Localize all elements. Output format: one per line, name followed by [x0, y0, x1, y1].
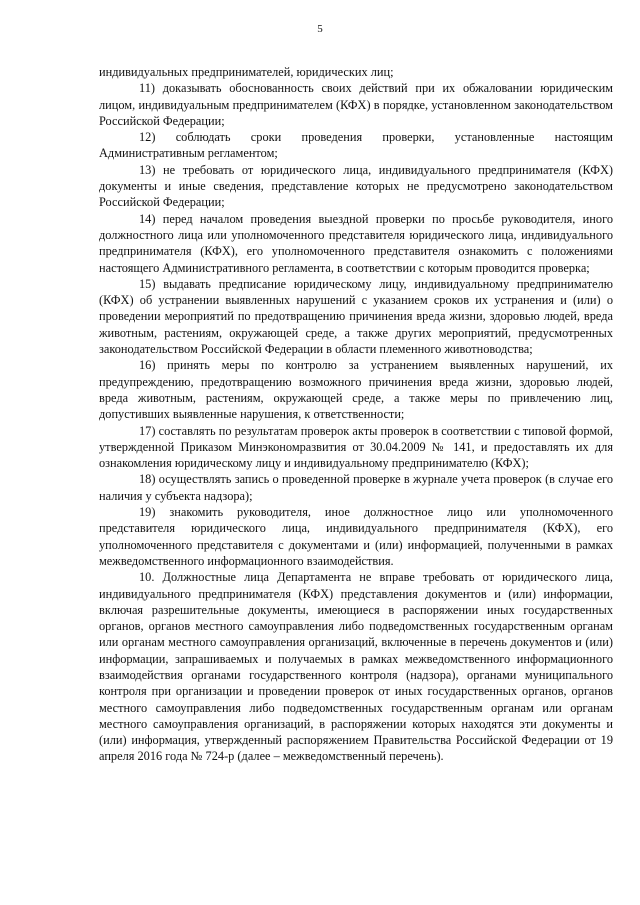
paragraph-item-11: 11) доказывать обоснованность своих действий при их обжаловании юридическим лицом, индивидуальным предпринимателем (КФХ) в порядке, установленном законодательством Российской Федерации;: [99, 81, 613, 128]
paragraph-item-18: 18) осуществлять запись о проведенной проверке в журнале учета проверок (в случае его наличия у субъекта надзора);: [99, 472, 613, 503]
paragraph-item-15: 15) выдавать предписание юридическому лицу, индивидуальному предпринимателю (КФХ) об устранении выявленных нарушений с указанием сроков их устранения и (или) о проведении мероприятий по предотвращению причинения вреда жизни, здоровью людей, вреда животным, растениям, окружающей среде, а также других мероприятий, предусмотренных законодательством Российской Федерации в области племенного животноводства;: [99, 276, 613, 357]
paragraph-item-16: 16) принять меры по контролю за устранением выявленных нарушений, их предупреждению, предотвращению возможного причинения вреда жизни, здоровью людей, вреда животным, растениям, окружающей среде, а также меры по привлечению лиц, допустивших выявленные нарушения, к ответственности;: [99, 358, 613, 422]
paragraph-item-14: 14) перед началом проведения выездной проверки по просьбе руководителя, иного должностного лица или уполномоченного представителя юридического лица, индивидуального предпринимателя (КФХ), его уполномоченного представителя ознакомить с положениями настоящего Административного регламента, в соответствии с которым проводится проверка;: [99, 211, 613, 275]
document-body: [99, 64, 613, 765]
paragraph-continuation: индивидуальных предпринимателей, юридических лиц;: [99, 65, 394, 79]
paragraph-item-13: 13) не требовать от юридического лица, индивидуального предпринимателя (КФХ) документы и иные сведения, представление которых не предусмотрено законодательством Российской Федерации;: [99, 162, 613, 210]
paragraph-item-17: 17) составлять по результатам проверок акты проверок в соответствии с типовой формой, утвержденной Приказом Минэкономразвития от 30.04.2009 № 141, и предоставлять их для ознакомления юридическому лицу и индивидуальному предпринимателю (КФХ);: [99, 423, 613, 471]
page-number: 5: [317, 23, 323, 35]
paragraph-item-12: 12) соблюдать сроки проведения проверки, установленные настоящим Административным регламентом;: [99, 130, 613, 161]
paragraph-section-10: 10. Должностные лица Департамента не вправе требовать от юридического лица, индивидуального предпринимателя (КФХ) представления документов и (или) информации, включая разрешительные документы, имеющиеся в распоряжении иных государственных органов, органов местного самоуправления либо подведомственных государственным органам или органам местного самоуправления организаций, включенные в перечень документов и (или) информации, запрашиваемых и получаемых в рамках межведомственного информационного взаимодействия органами государственного контроля (надзора), органами муниципального контроля при организации и проведении проверок от иных государственных органов, органов местного самоуправления либо подведомственных государственным органам или органам местного самоуправления организаций, в распоряжении которых находятся эти документы и (или) информация, утвержденный распоряжением Правительства Российской Федерации от 19 апреля 2016 года № 724-р (далее – межведомственный перечень).: [99, 570, 613, 764]
paragraph-item-19: 19) знакомить руководителя, иное должностное лицо или уполномоченного представителя юридического лица, индивидуального предпринимателя (КФХ), его уполномоченного представителя с документами и (или) информацией, полученными в рамках межведомственного информационного взаимодействия.: [99, 505, 613, 568]
